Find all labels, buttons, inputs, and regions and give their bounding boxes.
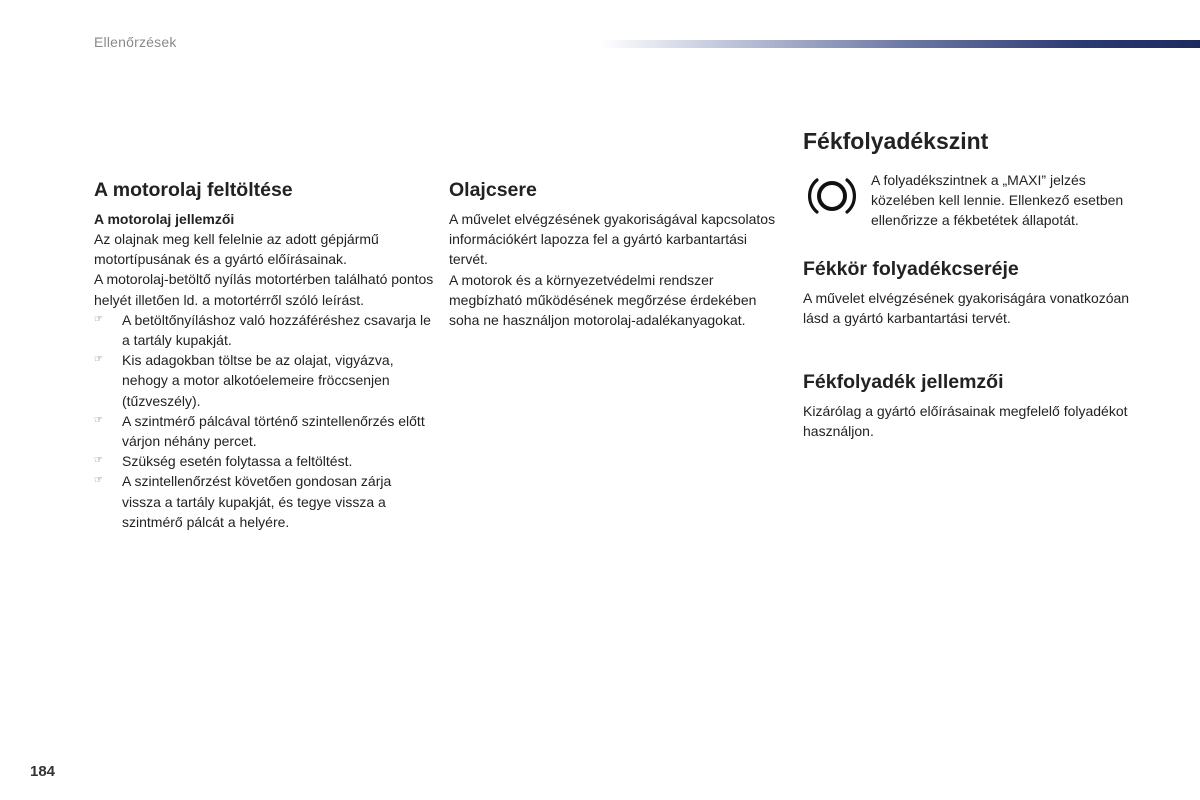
- list-item-text: A szintmérő pálcával történő szintellenőrzés előtt várjon néhány percet.: [122, 412, 425, 450]
- pointing-hand-icon: ☞: [94, 455, 103, 467]
- paragraph: Az olajnak meg kell felelnie az adott gépjármű motortípusának és a gyártó előírásainak.: [94, 231, 379, 268]
- pointing-hand-icon: ☞: [94, 475, 103, 487]
- section-title: A motorolaj feltöltése: [94, 179, 293, 201]
- pointing-hand-icon: ☞: [94, 414, 103, 426]
- subsection-title: Fékfolyadék jellemzői: [803, 371, 1004, 394]
- list-item: [94, 411, 434, 451]
- list-item-text: A szintellenőrzést követően gondosan zárja vissza a tartály kupakját, és tegye vissza a szintmérő pálcát a helyére.: [122, 473, 392, 530]
- warning-row: [803, 170, 1143, 231]
- subsection-title: Fékkör folyadékcseréje: [803, 257, 1019, 280]
- paragraph: A művelet elvégzésének gyakoriságára vonatkozóan lásd a gyártó karbantartási tervét.: [803, 289, 1130, 326]
- list-item: [94, 310, 434, 350]
- list-item: [94, 350, 434, 411]
- paragraph: Kizárólag a gyártó előírásainak megfelelő folyadékot használjon.: [803, 403, 1128, 440]
- subsection-brake-circuit-fluid-change: [803, 257, 1143, 328]
- brake-warning-icon: [803, 172, 861, 220]
- instruction-list: [94, 310, 434, 532]
- header-gradient-bar: [600, 40, 1200, 48]
- page-number: 184: [30, 763, 56, 780]
- list-item-text: Szükség esetén folytassa a feltöltést.: [122, 453, 353, 470]
- column-brake-fluid: [803, 126, 1143, 441]
- list-item: [94, 451, 434, 471]
- section-title: Olajcsere: [449, 179, 537, 201]
- section-label: Ellenőrzések: [94, 34, 177, 50]
- main-title: Fékfolyadékszint: [803, 128, 989, 154]
- pointing-hand-icon: ☞: [94, 354, 103, 366]
- subsection-brake-fluid-specs: [803, 370, 1143, 441]
- paragraph: A művelet elvégzésének gyakoriságával kapcsolatos információkért lapozza fel a gyártó karbantartási tervét.: [449, 211, 776, 268]
- section-subtitle: A motorolaj jellemzői: [94, 211, 235, 227]
- list-item-text: Kis adagokban töltse be az olajat, vigyázva, nehogy a motor alkotóelemeire fröccsenjen (tűzveszély).: [122, 352, 394, 409]
- pointing-hand-icon: ☞: [94, 313, 103, 325]
- paragraph: A motorolaj-betöltő nyílás motortérben található pontos helyét illetően ld. a motortérről szóló leírást.: [94, 271, 434, 308]
- warning-text: A folyadékszintnek a „MAXI” jelzés közelében kell lennie. Ellenkező esetben ellenőrizze a fékbetétek állapotát.: [871, 172, 1124, 229]
- paragraph: A motorok és a környezetvédelmi rendszer megbízható működésének megőrzése érdekében soha ne használjon motorolaj-adalékanyagokat.: [449, 271, 757, 329]
- list-item: [94, 471, 434, 532]
- list-item-text: A betöltőnyíláshoz való hozzáféréshez csavarja le a tartály kupakját.: [122, 311, 431, 349]
- column-oil-change: [449, 178, 789, 330]
- column-engine-oil-topup: [94, 178, 434, 532]
